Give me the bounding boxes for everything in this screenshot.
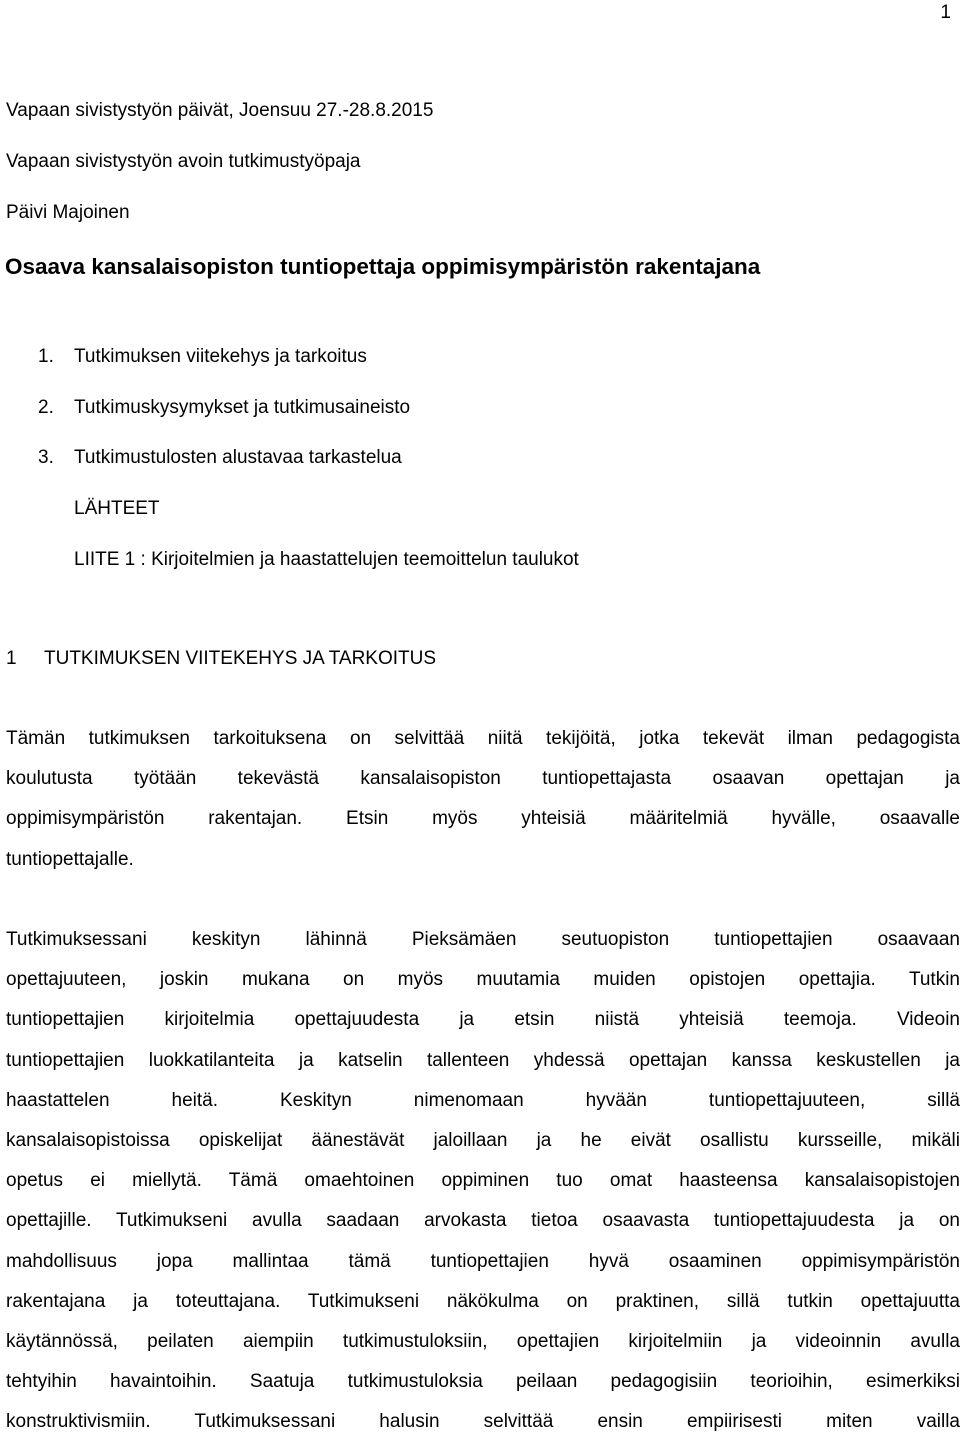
paragraph xyxy=(6,719,960,880)
event-line: Vapaan sivistystyön päivät, Joensuu 27.-28.8.2015 xyxy=(6,100,434,121)
toc-item-number: 1. xyxy=(38,346,54,367)
toc-item xyxy=(0,446,960,470)
toc-item-number: 3. xyxy=(38,447,54,468)
paragraph-line: Tutkimuksessani keskityn lähinnä Pieksämäen seutuopiston tuntiopettajien osaavaan xyxy=(6,929,960,950)
section-number: 1 xyxy=(6,648,17,669)
paragraph xyxy=(6,920,960,1442)
toc-item-text: LÄHTEET xyxy=(74,498,160,519)
paragraph-line: tuntiopettajien luokkatilanteita ja katselin tallenteen yhdessä opettajan kanssa keskustellen ja xyxy=(6,1049,960,1071)
author-line: Päivi Majoinen xyxy=(6,202,130,223)
toc-item-number: 2. xyxy=(38,397,54,418)
toc-item xyxy=(0,497,960,521)
toc-item xyxy=(0,396,960,420)
paragraph-line: tuntiopettajien kirjoitelmia opettajuudesta ja etsin niistä yhteisiä teemoja. Videoin xyxy=(6,1009,960,1031)
paragraph-line: Tämän tutkimuksen tarkoituksena on selvittää niitä tekijöitä, jotka tekevät ilman pedagogista xyxy=(6,728,960,749)
toc-item xyxy=(0,548,960,572)
paragraph-line: opettajuuteen, joskin mukana on myös muutamia muiden opistojen opettajia. Tutkin xyxy=(6,969,960,991)
paragraph-line: opettajille. Tutkimukseni avulla saadaan arvokasta tietoa osaavasta tuntiopettajuudesta ja on xyxy=(6,1210,960,1232)
paragraph-line: rakentajana ja toteuttajana. Tutkimukseni näkökulma on praktinen, sillä tutkin opettajuutta xyxy=(6,1290,960,1312)
paragraph-line: opetus ei miellytä. Tämä omaehtoinen oppiminen tuo omat haasteensa kansalaisopistojen xyxy=(6,1170,960,1192)
toc-item-text: Tutkimuskysymykset ja tutkimusaineisto xyxy=(74,397,411,418)
document-title: Osaava kansalaisopiston tuntiopettaja oppimisympäristön rakentajana xyxy=(5,254,761,279)
paragraph-line: konstruktivismiin. Tutkimuksessani halusin selvittää ensin empiirisesti miten vailla xyxy=(6,1411,960,1433)
section-heading xyxy=(6,647,436,671)
paragraph-line: haastattelen heitä. Keskityn nimenomaan hyvään tuntiopettajuuteen, sillä xyxy=(6,1089,960,1111)
toc-item-text: Tutkimustulosten alustavaa tarkastelua xyxy=(74,447,402,468)
toc-item-text: Tutkimuksen viitekehys ja tarkoitus xyxy=(74,346,367,367)
paragraph-line: koulutusta työtään tekevästä kansalaisopiston tuntiopettajasta osaavan opettajan ja xyxy=(6,768,960,790)
page-number: 1 xyxy=(940,2,951,23)
toc-item-text: LIITE 1 : Kirjoitelmien ja haastattelujen teemoittelun taulukot xyxy=(74,549,579,570)
toc-item xyxy=(0,345,960,369)
paragraph-line: tehtyihin havaintoihin. Saatuja tutkimustuloksia peilaan pedagogisiin teorioihin, esimerkiksi xyxy=(6,1371,960,1393)
paragraph-line: kansalaisopistoissa opiskelijat äänestävät jaloillaan ja he eivät osallistu kursseille, mikäli xyxy=(6,1129,960,1151)
workshop-line: Vapaan sivistystyön avoin tutkimustyöpaja xyxy=(6,151,361,172)
section-heading-text: TUTKIMUKSEN VIITEKEHYS JA TARKOITUS xyxy=(44,648,437,669)
paragraph-line: tuntiopettajalle. xyxy=(6,848,134,870)
paragraph-line: käytännössä, peilaten aiempiin tutkimustuloksiin, opettajien kirjoitelmiin ja videoinnin avulla xyxy=(6,1330,960,1352)
paragraph-line: oppimisympäristön rakentajan. Etsin myös yhteisiä määritelmiä hyvälle, osaavalle xyxy=(6,808,960,830)
paragraph-line: mahdollisuus jopa mallintaa tämä tuntiopettajien hyvä osaaminen oppimisympäristön xyxy=(6,1250,960,1272)
